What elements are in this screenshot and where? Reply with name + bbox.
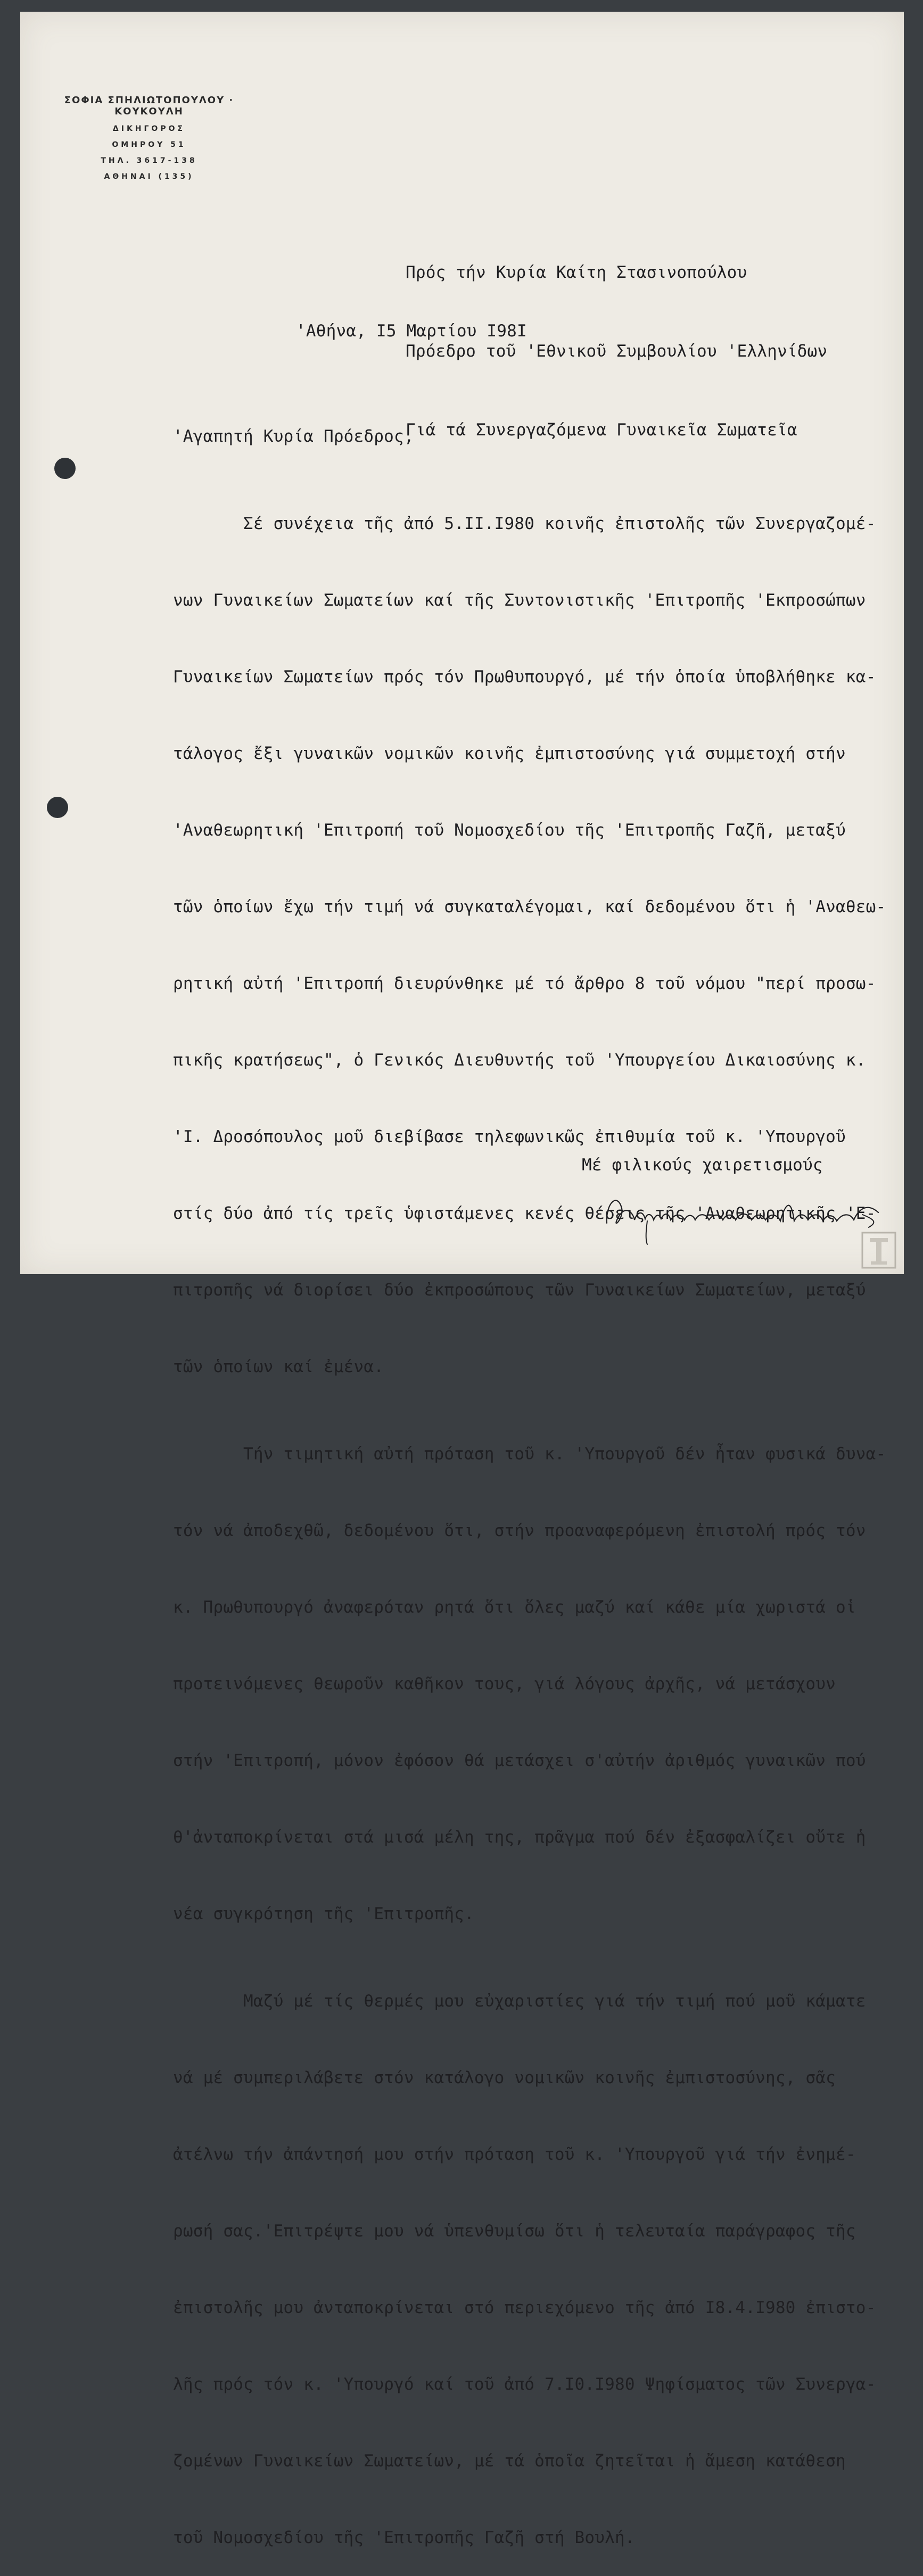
body-line: προτεινόμενες θεωροῦν καθῆκον τους, γιά λόγους ἀρχῆς, νά μετάσχουν (173, 1674, 836, 1694)
punch-hole (47, 797, 68, 818)
body-line: πιτροπῆς νά διορίσει δύο ἐκπροσώπους τῶν Γυναικείων Σωματείων, μεταξύ (173, 1281, 866, 1300)
body-line: νά μέ συμπεριλάβετε στόν κατάλογο νομικῶν κοινῆς ἐμπιστοσύνης, σᾶς (173, 2068, 836, 2087)
body-line: κ. Πρωθυπουργό ἀναφερόταν ρητά ὅτι ὅλες μαζύ καί κάθε μία χωριστά οἱ (173, 1598, 856, 1617)
body-line: ἀτέλνω τήν ἀπάντησή μου στήν πρόταση τοῦ κ. 'Υπουργοῦ γιά τήν ἐνημέ- (173, 2145, 856, 2164)
body-line: ρωσή σας.'Επιτρέψτε μου νά ὑπενθυμίσω ὅτι ἡ τελευταία παράγραφος τῆς (173, 2222, 856, 2241)
body-line: νέα συγκρότηση τῆς 'Επιτροπῆς. (173, 1904, 474, 1923)
body-line: νων Γυναικείων Σωματείων καί τῆς Συντονιστικῆς 'Επιτροπῆς 'Εκπροσώπων (173, 591, 866, 610)
letterhead-profession: ΔΙΚΗΓΟΡΟΣ (112, 125, 186, 133)
body-line: τόν νά ἀποδεχθῶ, δεδομένου ὅτι, στήν προαναφερόμενη ἐπιστολή πρός τόν (173, 1521, 866, 1540)
archive-stamp-logo (860, 1231, 897, 1270)
body-line: τοῦ Νομοσχεδίου τῆς 'Επιτροπῆς Γαζῆ στή Βουλή. (173, 2528, 635, 2547)
body-line: στίς δύο ἀπό τίς τρεῖς ὑφιστάμενες κενές θέσεις τῆς 'Αναθεωρητικῆς 'Ε- (173, 1204, 876, 1223)
letterhead-name: ΣΟΦΙΑ ΣΠΗΛΙΩΤΟΠΟΥΛΟΥ · ΚΟΥΚΟΥΛΗ (64, 95, 234, 117)
body-line: 'Αναθεωρητική 'Επιτροπή τοῦ Νομοσχεδίου τῆς 'Επιτροπῆς Γαζῆ, μεταξύ (173, 821, 846, 840)
body-line: Σέ συνέχεια τῆς ἀπό 5.ΙΙ.Ι980 κοινῆς ἐπιστολῆς τῶν Συνεργαζομέ- (173, 514, 876, 533)
salutation: 'Αγαπητή Κυρία Πρόεδρος, (173, 427, 414, 446)
letterhead (43, 95, 256, 181)
body-line: Τήν τιμητική αὐτή πρόταση τοῦ κ. 'Υπουργοῦ δέν ἦταν φυσικά δυνα- (173, 1444, 886, 1464)
letterhead-city: ΑΘΗΝΑΙ (135) (104, 172, 194, 181)
body-line: ἐπιστολῆς μου ἀνταποκρίνεται στό περιεχόμενο τῆς ἀπό Ι8.4.Ι980 ἐπιστο- (173, 2298, 876, 2317)
body-line: ζομένων Γυναικείων Σωματείων, μέ τά ὁποῖα ζητεῖται ἡ ἄμεση κατάθεση (173, 2451, 846, 2471)
handwritten-signature (596, 1182, 894, 1245)
recipient-line: Πρός τήν Κυρία Καίτη Στασινοπούλου (406, 263, 747, 282)
body-line: πικῆς κρατήσεως", ὁ Γενικός Διευθυντής τοῦ 'Υπουργείου Δικαιοσύνης κ. (173, 1051, 866, 1070)
recipient-line: Πρόεδρο τοῦ 'Εθνικοῦ Συμβουλίου 'Ελληνίδων (406, 342, 828, 361)
letterhead-street: ΟΜΗΡΟΥ 51 (112, 141, 186, 149)
body-line: τῶν ὁποίων καί ἐμένα. (173, 1357, 384, 1376)
letter-body (173, 373, 886, 2576)
punch-hole (54, 458, 76, 479)
body-line: 'Ι. Δροσόπουλος μοῦ διεβίβασε τηλεφωνικῶς ἐπιθυμία τοῦ κ. 'Υπουργοῦ (173, 1127, 846, 1146)
body-line: Μαζύ μέ τίς θερμές μου εὐχαριστίες γιά τήν τιμή πού μοῦ κάματε (173, 1992, 866, 2011)
recipient-line: Γιά τά Συνεργαζόμενα Γυναικεῖα Σωματεῖα (406, 420, 797, 440)
body-line: Γυναικείων Σωματείων πρός τόν Πρωθυπουργό, μέ τήν ὁποία ὑποβλήθηκε κα- (173, 667, 876, 687)
letterhead-phone: ΤΗΛ. 3617-138 (101, 156, 197, 165)
body-line: λῆς πρός τόν κ. 'Υπουργό καί τοῦ ἀπό 7.Ι0.Ι980 Ψηφίσματος τῶν Συνεργα- (173, 2375, 876, 2394)
body-line: στήν 'Επιτροπή, μόνον ἐφόσον θά μετάσχει σ'αὐτήν ἀριθμός γυναικῶν πού (173, 1751, 866, 1770)
body-line: τάλογος ἔξι γυναικῶν νομικῶν κοινῆς ἐμπιστοσύνης γιά συμμετοχή στήν (173, 744, 846, 763)
body-line: τῶν ὁποίων ἔχω τήν τιμή νά συγκαταλέγομαι, καί δεδομένου ὅτι ἡ 'Αναθεω- (173, 897, 886, 917)
body-line: θ'ἀνταποκρίνεται στά μισά μέλη της, πρᾶγμα πού δέν ἐξασφαλίζει οὔτε ἡ (173, 1828, 866, 1847)
body-line: ρητική αὐτή 'Επιτροπή διευρύνθηκε μέ τό ἄρθρο 8 τοῦ νόμου "περί προσω- (173, 974, 876, 993)
closing-line: Μέ φιλικούς χαιρετισμούς (582, 1155, 823, 1175)
letter-date: 'Αθήνα, Ι5 Μαρτίου Ι98Ι (296, 321, 527, 341)
